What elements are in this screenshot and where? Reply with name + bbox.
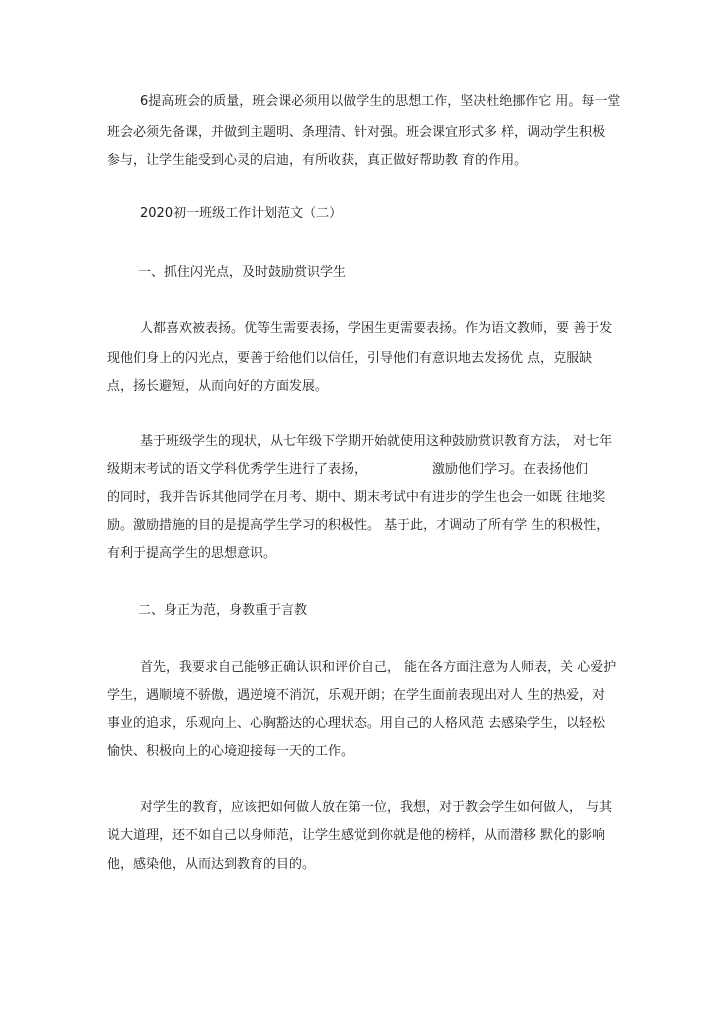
paragraph-2-line-3: 点，扬长避短，从而向好的方面发展。	[107, 379, 329, 394]
paragraph-2-line-2: 现他们身上的闪光点，要善于给他们以信任，引导他们有意识地去发扬优 点，克服缺	[107, 351, 593, 366]
paragraph-3-line-3: 的同时，我并告诉其他同学在月考、期中、期末考试中有进步的学生也会一如既 往地奖	[107, 490, 606, 505]
paragraph-4-line-4: 愉快、积极向上的心境迎接每一天的工作。	[107, 744, 355, 759]
section-heading-2: 二、身正为范，身教重于言教	[138, 603, 308, 618]
document-title: 2020初一班级工作计划范文（二）	[140, 206, 343, 221]
paragraph-5-line-1: 对学生的教育，应该把如何做人放在第一位，我想，对于教会学生如何做人， 与其	[140, 800, 613, 815]
paragraph-4-line-2: 学生，遇顺境不骄傲，遇逆境不消沉，乐观开朗；在学生面前表现出对人 生的热爱，对	[107, 688, 606, 703]
paragraph-5-line-3: 他，感染他，从而达到教育的目的。	[107, 857, 316, 872]
paragraph-3-line-1: 基于班级学生的现状，从七年级下学期开始就使用这种鼓励赏识教育方法， 对七年	[140, 434, 613, 449]
paragraph-1-line-2: 班会必须先备课，并做到主题明、条理清、针对强。班会课宜形式多 样，调动学生积极	[107, 125, 606, 140]
section-heading-1: 一、抓住闪光点，及时鼓励赏识学生	[138, 265, 347, 280]
paragraph-3-line-2b: 激励他们学习。在表扬他们	[432, 462, 589, 477]
paragraph-2-line-1: 人都喜欢被表扬。优等生需要表扬，学困生更需要表扬。作为语文教师，要 善于发	[140, 321, 613, 336]
paragraph-3-line-4: 励。激励措施的目的是提高学生学习的积极性。 基于此，才调动了所有学 生的积极性，	[107, 518, 610, 533]
paragraph-3-line-2a: 级期末考试的语文学科优秀学生进行了表扬，	[107, 462, 368, 477]
paragraph-5-line-2: 说大道理，还不如自己以身师范，让学生感觉到你就是他的榜样，从而潜移 默化的影响	[107, 828, 606, 843]
paragraph-3-line-5: 有利于提高学生的思想意识。	[107, 546, 277, 561]
paragraph-4-line-3: 事业的追求，乐观向上、心胸豁达的心理状态。用自己的人格风范 去感染学生，以轻松	[107, 716, 606, 731]
paragraph-1-line-3: 参与，让学生能受到心灵的启迪，有所收获，真正做好帮助教 育的作用。	[107, 153, 528, 168]
paragraph-1-line-1: 6提高班会的质量，班会课必须用以做学生的思想工作，坚决杜绝挪作它 用。每一堂	[140, 94, 621, 109]
paragraph-4-line-1: 首先，我要求自己能够正确认识和评价自己， 能在各方面注意为人师表，关 心爱护	[140, 660, 617, 675]
